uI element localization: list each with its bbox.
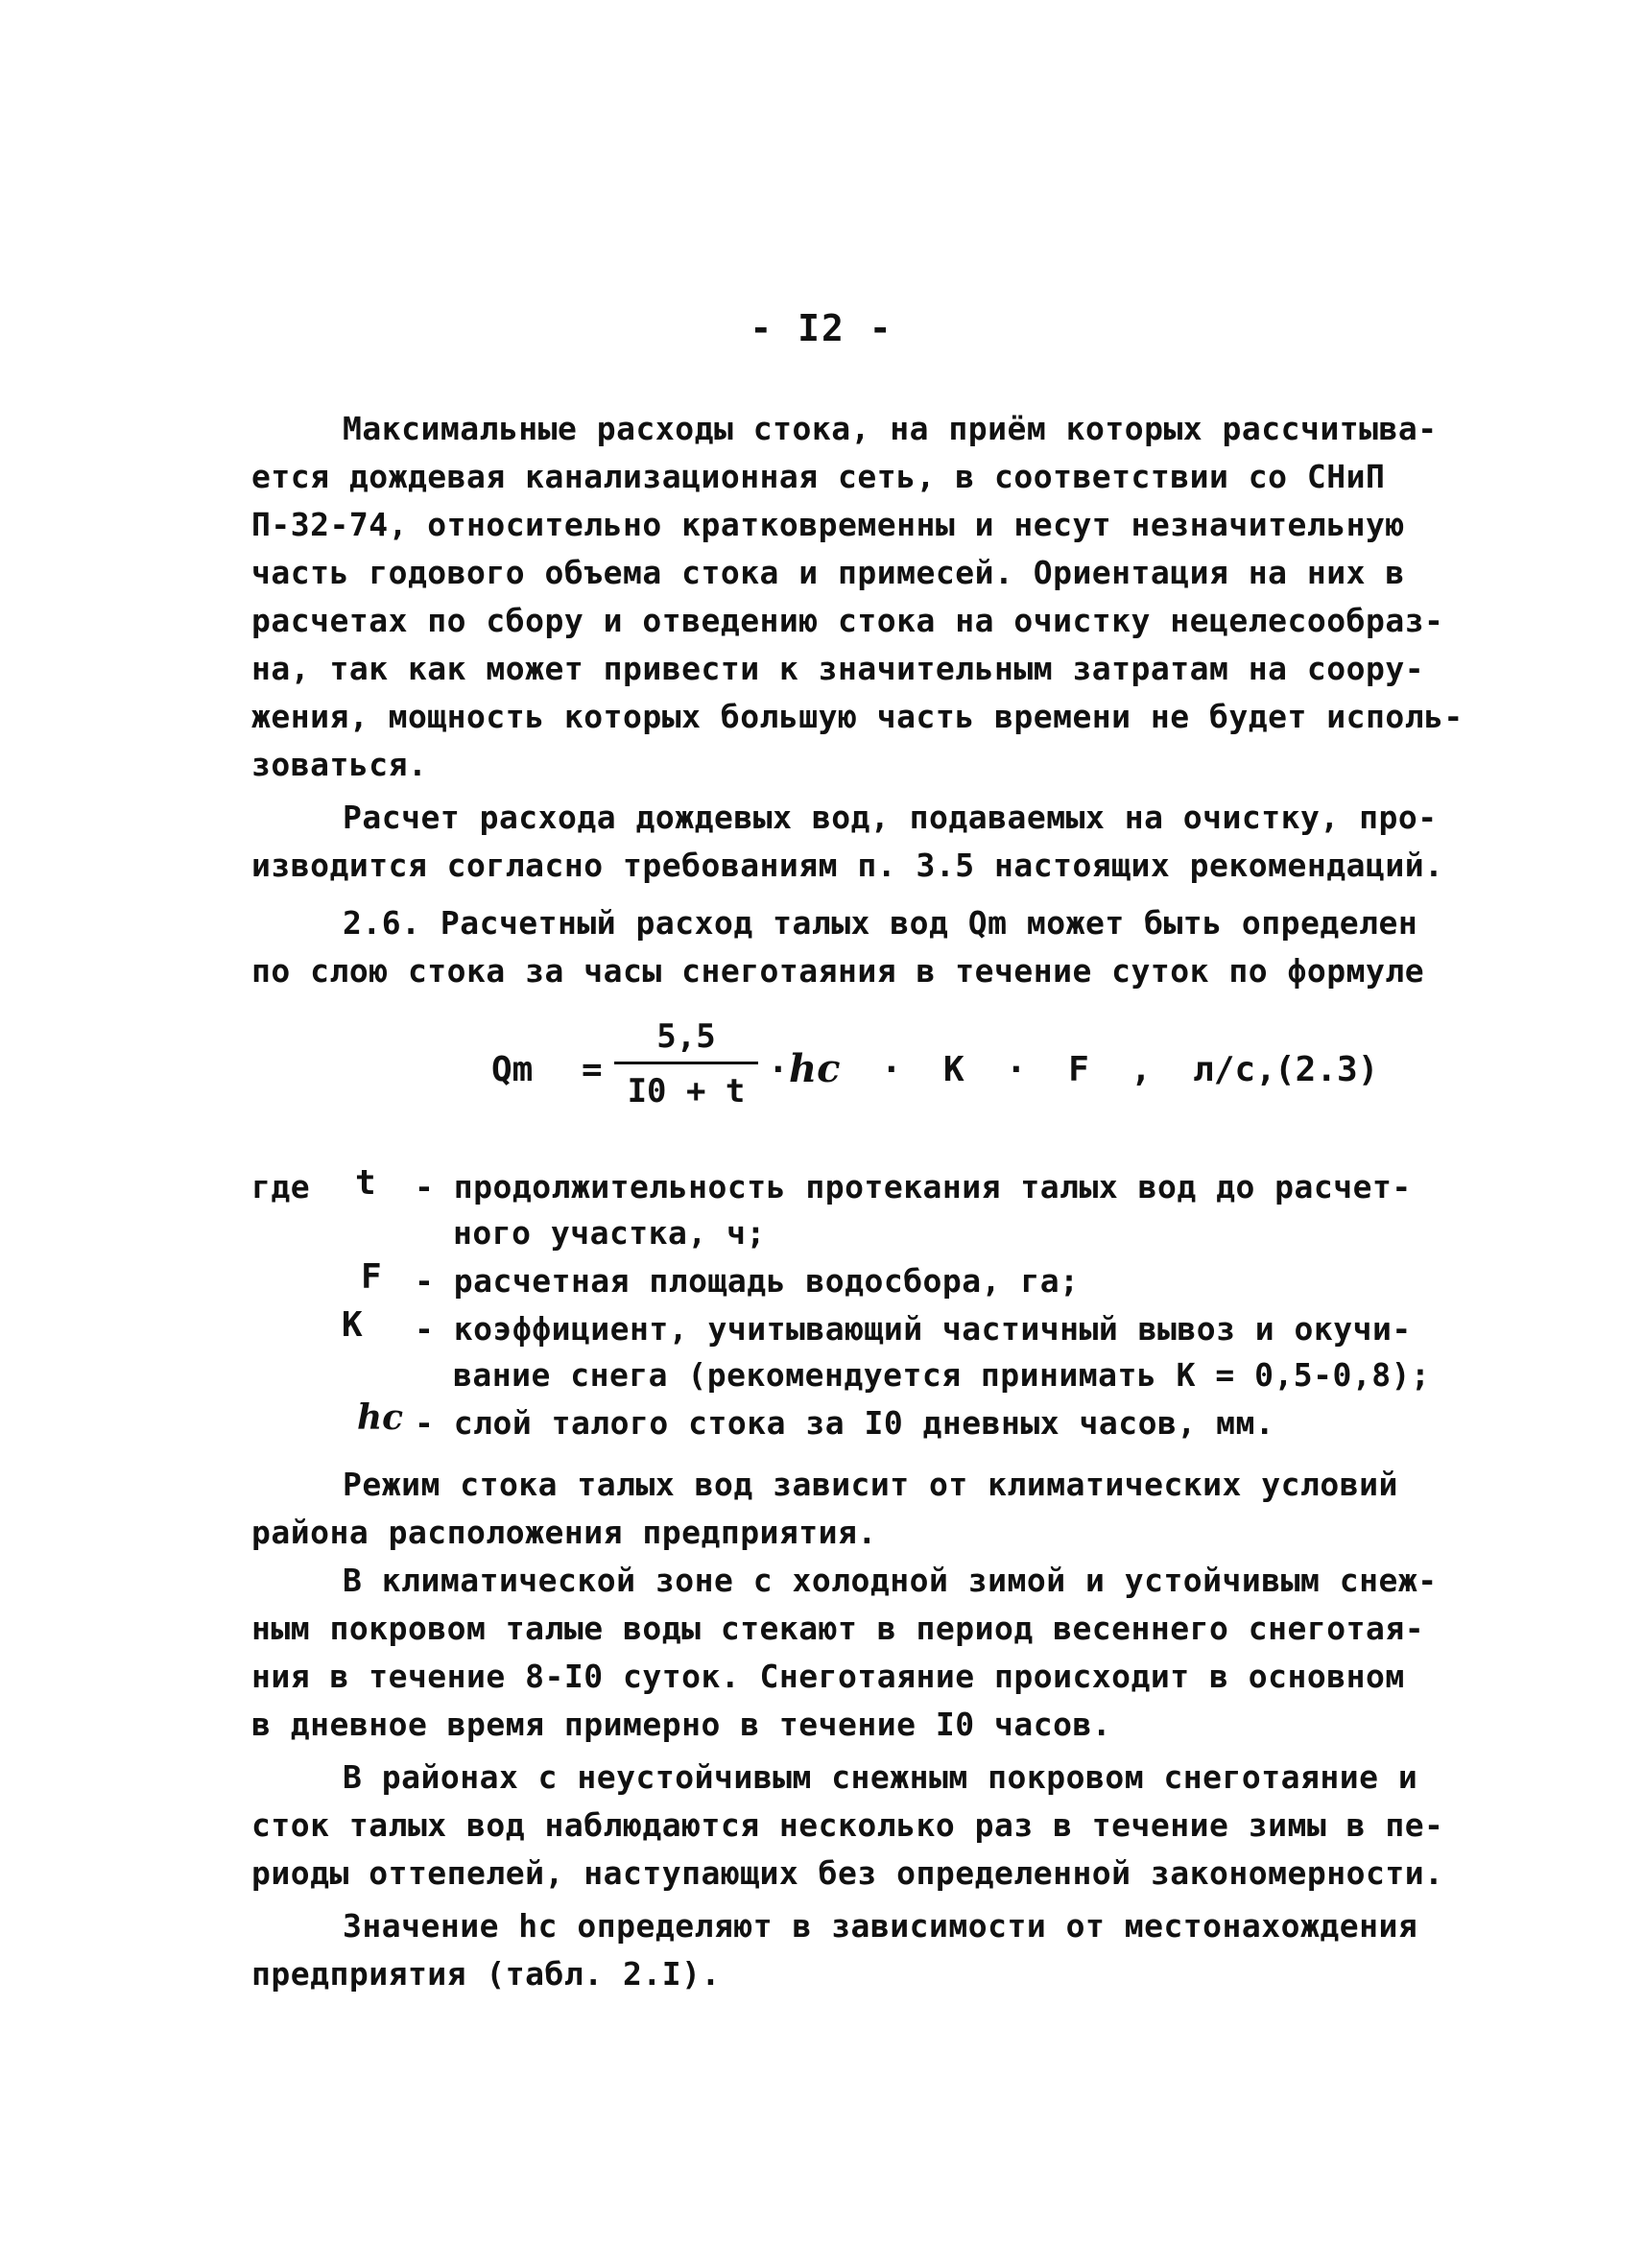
text-line: района расположения предприятия. — [251, 1514, 877, 1551]
text-line: ется дождевая канализационная сеть, в соответствии со СНиП — [251, 458, 1386, 495]
formula-fraction — [614, 1017, 758, 1110]
text-line: В районах с неустойчивым снежным покровом снеготаяние и — [343, 1758, 1418, 1796]
text-line: Максимальные расходы стока, на приём которых рассчитыва- — [343, 410, 1438, 447]
formula-rest: · K · F , л/с, — [881, 1050, 1276, 1089]
legend-line: - продолжительность протекания талых вод до расчет- — [415, 1168, 1412, 1206]
text-line: зоваться. — [251, 746, 428, 783]
text-line: на, так как может привести к значительным затратам на соору- — [251, 650, 1425, 687]
text-line: изводится согласно требованиям п. 3.5 настоящих рекомендаций. — [251, 847, 1444, 884]
legend-line: - расчетная площадь водосбора, га; — [415, 1262, 1080, 1300]
text-line: расчетах по сбору и отведению стока на очистку нецелесообраз- — [251, 602, 1444, 639]
formula-dot: · — [768, 1050, 789, 1089]
formula-2-3 — [0, 1017, 1643, 1123]
symbol-t: t — [355, 1163, 376, 1203]
formula-numerator: 5,5 — [656, 1017, 716, 1056]
text-line: ния в течение 8-I0 суток. Снеготаяние происходит в основном — [251, 1658, 1405, 1695]
legend-line: вание снега (рекомендуется принимать K = 0,5-0,8); — [453, 1356, 1431, 1394]
formula-equals: = — [582, 1050, 603, 1089]
symbol-hc: hc — [357, 1397, 404, 1438]
text-line: Значение hc определяют в зависимости от местонахождения — [343, 1907, 1418, 1945]
text-line: по слою стока за часы снеготаяния в течение суток по формуле — [251, 952, 1425, 990]
text-line: Расчет расхода дождевых вод, подаваемых на очистку, про- — [343, 799, 1438, 836]
text-line: В климатической зоне с холодной зимой и устойчивым снеж- — [343, 1562, 1438, 1599]
formula-hc: hc — [789, 1046, 841, 1091]
text-line: в дневное время примерно в течение I0 часов. — [251, 1706, 1112, 1743]
text-line: ным покровом талые воды стекают в период весеннего снеготая- — [251, 1610, 1425, 1647]
formula-number: (2.3) — [1274, 1050, 1379, 1089]
symbol-F: F — [361, 1257, 382, 1297]
text-line: риоды оттепелей, наступающих без определенной закономерности. — [251, 1854, 1444, 1892]
legend-line: - коэффициент, учитывающий частичный вывоз и окучи- — [415, 1310, 1412, 1348]
text-line: сток талых вод наблюдаются несколько раз в течение зимы в пе- — [251, 1806, 1444, 1844]
page-number: - I2 - — [750, 307, 893, 349]
text-line: Режим стока талых вод зависит от климатических условий — [343, 1466, 1398, 1503]
text-line: предприятия (табл. 2.I). — [251, 1955, 721, 1993]
text-line: жения, мощность которых большую часть времени не будет исполь- — [251, 698, 1464, 735]
where-intro: где — [251, 1168, 311, 1206]
legend-line: ного участка, ч; — [453, 1214, 766, 1252]
legend-line: - слой талого стока за I0 дневных часов, мм. — [415, 1404, 1275, 1442]
text-line: часть годового объема стока и примесей. Ориентация на них в — [251, 554, 1405, 591]
text-line: 2.6. Расчетный расход талых вод Qm может быть определен — [343, 904, 1418, 942]
formula-denominator: I0 + t — [627, 1072, 746, 1110]
fraction-bar — [614, 1062, 758, 1064]
formula-lhs: Qm — [491, 1050, 534, 1089]
text-line: П-32-74, относительно кратковременны и несут незначительную — [251, 506, 1405, 543]
symbol-K: K — [342, 1305, 363, 1345]
